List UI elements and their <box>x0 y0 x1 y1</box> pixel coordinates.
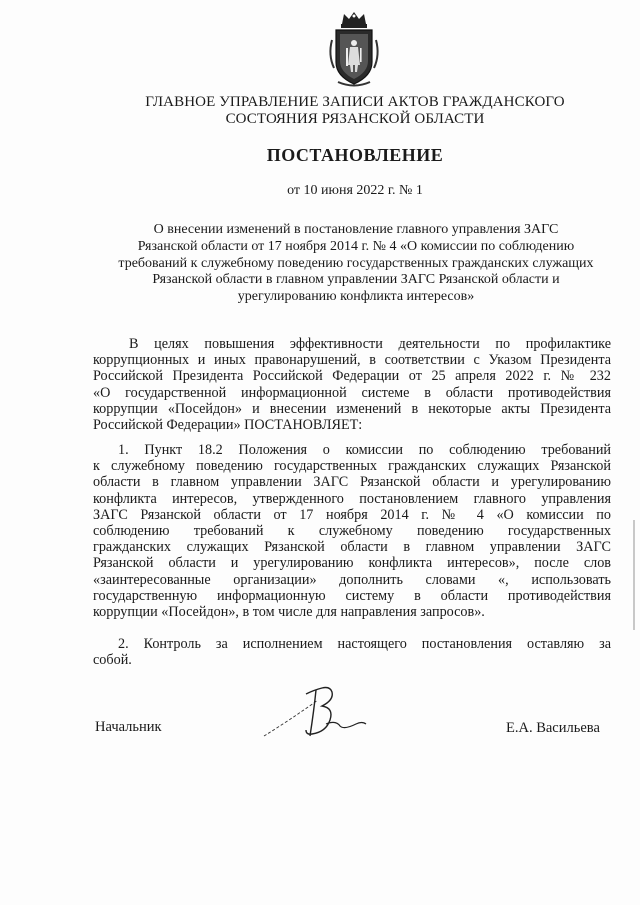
text-line: коррупции «Посейдон», в том числе для направления запросов». <box>93 604 485 621</box>
text-line: ЗАГС Рязанской области от 17 ноября 2014 г. № 4 «О комиссии по <box>93 506 611 523</box>
text-line: государственную информационную систему в области противодействия <box>93 587 611 604</box>
subject-line: Рязанской области в главном управлении ЗАГС Рязанской области и <box>152 272 560 288</box>
text-line: Российской Президента Российской Федерации от 25 апреля 2022 г. № 232 <box>93 368 611 385</box>
signatory-name: Е.А. Васильева <box>506 720 600 736</box>
text-line: 1. Пункт 18.2 Положения о комиссии по соблюдению требований <box>118 442 611 458</box>
text-line: Рязанской области и урегулированию конфликта интересов», после слов <box>93 555 611 572</box>
text-line: коррупции «Посейдон» и внесении изменений в некоторые акты Президента <box>93 400 611 417</box>
text-line: 2. Контроль за исполнением настоящего постановления оставляю за <box>118 636 611 652</box>
document-subject <box>106 222 606 306</box>
text-line: гражданских служащих Рязанской области в главном управлении ЗАГС <box>93 539 611 556</box>
handwritten-signature <box>260 680 370 750</box>
text-line: коррупционных и иных правонарушений, в соответствии с Указом Президента <box>93 352 611 369</box>
text-line: собой. <box>93 652 132 669</box>
text-line: «О государственной информационной системе в области противодействия <box>93 384 611 401</box>
signatory-title: Начальник <box>95 719 162 735</box>
org-name-line1: ГЛАВНОЕ УПРАВЛЕНИЕ ЗАПИСИ АКТОВ ГРАЖДАНСКОГО <box>145 94 565 110</box>
subject-line: Рязанской области от 17 ноября 2014 г. № 4 «О комиссии по соблюдению <box>137 238 575 254</box>
coat-of-arms-icon <box>324 10 384 90</box>
item-2-paragraph <box>93 636 611 668</box>
scan-edge <box>633 520 635 630</box>
text-line: области в главном управлении ЗАГС Рязанской области и урегулированию <box>93 474 611 491</box>
text-line: конфликта интересов, утвержденного постановлением главного управления <box>93 490 611 507</box>
subject-line: урегулированию конфликта интересов» <box>237 289 475 305</box>
item-1-paragraph <box>93 442 611 620</box>
text-line: Российской Федерации» ПОСТАНОВЛЯЕТ: <box>93 417 363 434</box>
subject-line: требований к служебному поведению государственных гражданских служащих <box>118 255 594 271</box>
subject-line: О внесении изменений в постановление главного управления ЗАГС <box>153 222 559 237</box>
text-line: В целях повышения эффективности деятельности по профилактике <box>129 336 611 352</box>
preamble-paragraph <box>93 336 611 433</box>
text-line: соблюдению требований к служебному поведению государственных <box>93 523 611 540</box>
text-line: «заинтересованные организации» дополнить словами «, использовать <box>93 571 611 588</box>
document-title: ПОСТАНОВЛЕНИЕ <box>266 145 444 165</box>
org-name-line2: СОСТОЯНИЯ РЯЗАНСКОЙ ОБЛАСТИ <box>225 111 485 127</box>
text-line: к служебному поведению государственных гражданских служащих Рязанской <box>93 458 611 475</box>
document-date: от 10 июня 2022 г. № 1 <box>287 183 423 198</box>
